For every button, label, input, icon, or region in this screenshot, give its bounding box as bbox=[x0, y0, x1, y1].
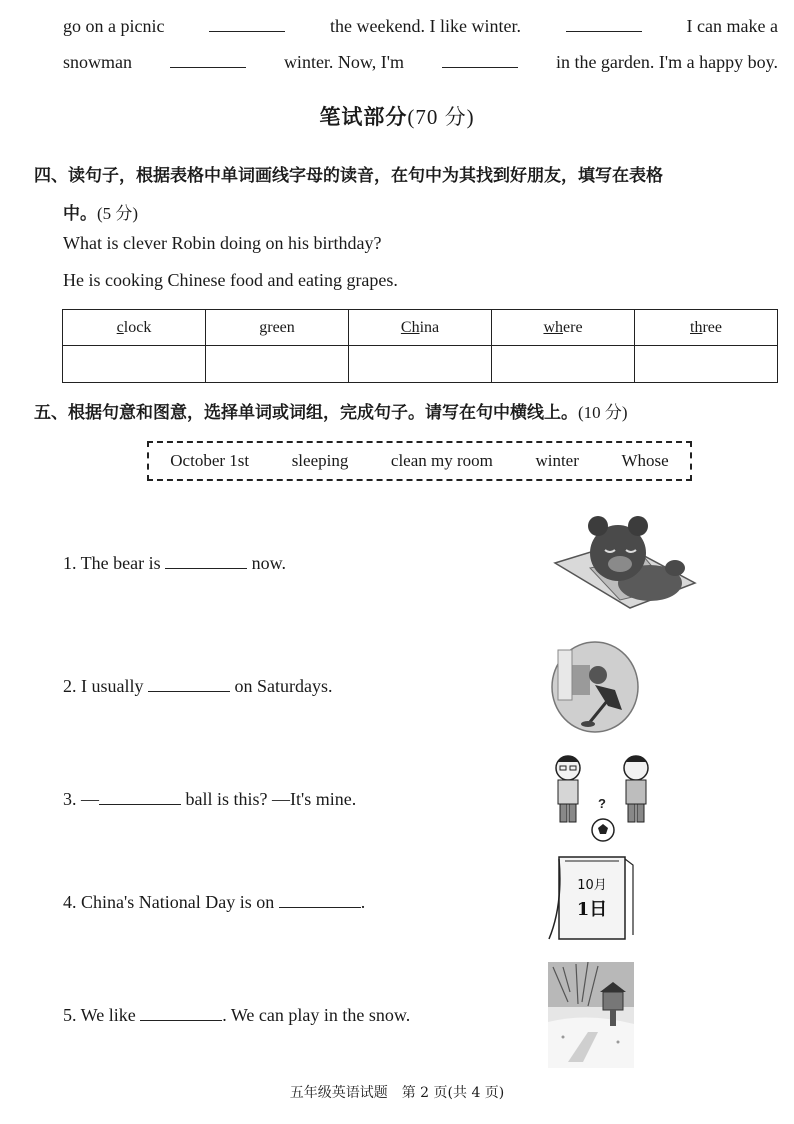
winter-scene-picture bbox=[548, 962, 634, 1068]
answer-blank[interactable] bbox=[140, 1005, 222, 1021]
page-footer: 五年级英语试题 第 2 页(共 4 页) bbox=[289, 1085, 505, 1101]
answer-cell[interactable] bbox=[349, 346, 492, 383]
sleeping-bear-picture bbox=[550, 508, 700, 618]
q4-heading-cont-text: 中。 bbox=[63, 204, 97, 224]
question-mark-label: ? bbox=[598, 796, 606, 811]
passage-text: the weekend. I like winter. bbox=[330, 16, 521, 36]
word-option: October 1st bbox=[170, 451, 250, 470]
answer-blank[interactable] bbox=[170, 52, 246, 68]
calendar-day: 1日 bbox=[576, 899, 608, 920]
q5-sentence-5: 5. We like . We can play in the snow. bbox=[63, 1005, 411, 1025]
answer-blank[interactable] bbox=[165, 553, 247, 569]
passage-text: winter. Now, I'm bbox=[283, 52, 404, 72]
answer-blank[interactable] bbox=[148, 676, 230, 692]
answer-cell[interactable] bbox=[63, 346, 206, 383]
cleaning-room-picture bbox=[550, 640, 640, 735]
word-bank bbox=[147, 441, 692, 481]
q4-points: (5 分) bbox=[97, 204, 139, 223]
calendar-month: 10月 bbox=[577, 878, 607, 893]
q5-sentence-4: 4. China's National Day is on . bbox=[63, 892, 366, 912]
word-cell-three: three bbox=[635, 310, 778, 346]
word-option: sleeping bbox=[291, 451, 349, 470]
answer-blank[interactable] bbox=[99, 789, 181, 805]
answer-cell[interactable] bbox=[206, 346, 349, 383]
passage-line-1 bbox=[63, 16, 778, 37]
word-option: winter bbox=[535, 451, 579, 470]
answer-blank[interactable] bbox=[442, 52, 518, 68]
word-cell-china: China bbox=[349, 310, 492, 346]
phonics-header-row bbox=[63, 310, 778, 346]
passage-text: go on a picnic bbox=[63, 16, 165, 36]
q5-points: (10 分) bbox=[578, 403, 628, 422]
section-title-text: 笔试部分 bbox=[319, 105, 408, 129]
word-cell-green: green bbox=[206, 310, 349, 346]
section-title bbox=[0, 101, 794, 131]
answer-blank[interactable] bbox=[279, 892, 361, 908]
phonics-table bbox=[62, 309, 778, 383]
word-cell-clock: clock bbox=[63, 310, 206, 346]
q4-heading-cont bbox=[63, 199, 138, 224]
q5-sentence-3: 3. — ball is this? —It's mine. bbox=[63, 789, 357, 809]
q5-sentence-1: 1. The bear is now. bbox=[63, 553, 286, 573]
phonics-answer-row bbox=[63, 346, 778, 383]
q4-heading: 四、读句子，根据表格中单词画线字母的读音，在句中为其找到好朋友，填写在表格 bbox=[34, 166, 663, 186]
q5-heading-text: 五、根据句意和图意，选择单词或词组，完成句子。请写在句中横线上。 bbox=[34, 403, 578, 423]
passage-text: I can make a bbox=[686, 16, 778, 36]
answer-cell[interactable] bbox=[635, 346, 778, 383]
q5-heading bbox=[34, 398, 628, 423]
q5-sentence-2: 2. I usually on Saturdays. bbox=[63, 676, 333, 696]
q4-sentence-1: What is clever Robin doing on his birthday? bbox=[63, 233, 382, 253]
answer-cell[interactable] bbox=[492, 346, 635, 383]
q4-sentence-2: He is cooking Chinese food and eating grapes. bbox=[63, 270, 398, 290]
word-option: clean my room bbox=[390, 451, 493, 470]
passage-line-2 bbox=[63, 52, 778, 73]
passage-text: in the garden. I'm a happy boy. bbox=[555, 52, 778, 72]
answer-blank[interactable] bbox=[209, 16, 285, 32]
answer-blank[interactable] bbox=[566, 16, 642, 32]
calendar-picture bbox=[545, 855, 635, 945]
passage-text: snowman bbox=[63, 52, 132, 72]
word-cell-where: where bbox=[492, 310, 635, 346]
section-points: (70 分) bbox=[407, 105, 475, 129]
word-option: Whose bbox=[621, 451, 669, 470]
boys-and-ball-picture bbox=[548, 752, 660, 844]
